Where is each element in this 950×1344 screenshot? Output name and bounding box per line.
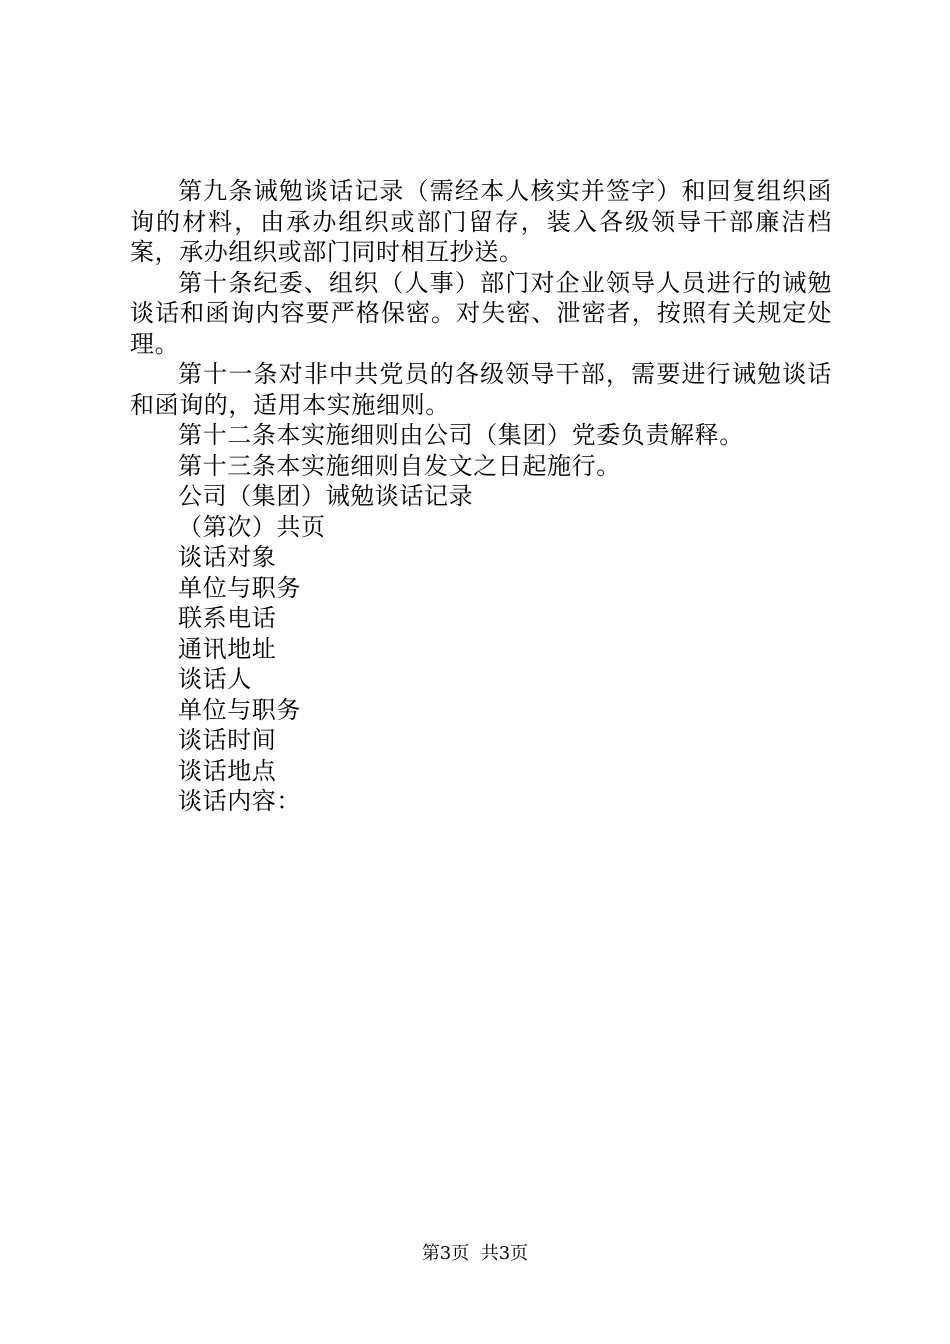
form-field-phone: 联系电话 xyxy=(178,604,277,632)
form-field-content: 谈话内容： xyxy=(178,787,301,815)
form-field-interviewer: 谈话人 xyxy=(178,665,252,693)
article-13: 第十三条本实施细则自发文之日起施行。 xyxy=(178,451,621,480)
form-title: 公司（集团）诫勉谈话记录 xyxy=(178,482,474,510)
form-field-time: 谈话时间 xyxy=(178,726,277,754)
form-field-interviewee: 谈话对象 xyxy=(178,543,277,571)
article-11: 第十一条对非中共党员的各级领导干部，需要进行诫勉谈话和函询的，适用本实施细则。 xyxy=(130,360,832,419)
form-field-location: 谈话地点 xyxy=(178,756,277,785)
form-page-line: （第次）共页 xyxy=(178,512,326,541)
form-field-address: 通讯地址 xyxy=(178,634,277,663)
form-field-interviewer-unit-position: 单位与职务 xyxy=(178,695,301,724)
article-9: 第九条诫勉谈话记录（需经本人核实并签字）和回复组织函询的材料，由承办组织或部门留存，装入各级领导干部廉洁档案，承办组织或部门同时相互抄送。 xyxy=(130,177,832,266)
article-12: 第十二条本实施细则由公司（集团）党委负责解释。 xyxy=(178,421,744,449)
article-10: 第十条纪委、组织（人事）部门对企业领导人员进行的诫勉谈话和函询内容要严格保密。对失密、泄密者，按照有关规定处理。 xyxy=(130,268,832,358)
form-field-unit-position: 单位与职务 xyxy=(178,573,301,602)
document-body xyxy=(130,176,832,817)
page-footer: 第3页 共3页 xyxy=(421,1243,529,1264)
